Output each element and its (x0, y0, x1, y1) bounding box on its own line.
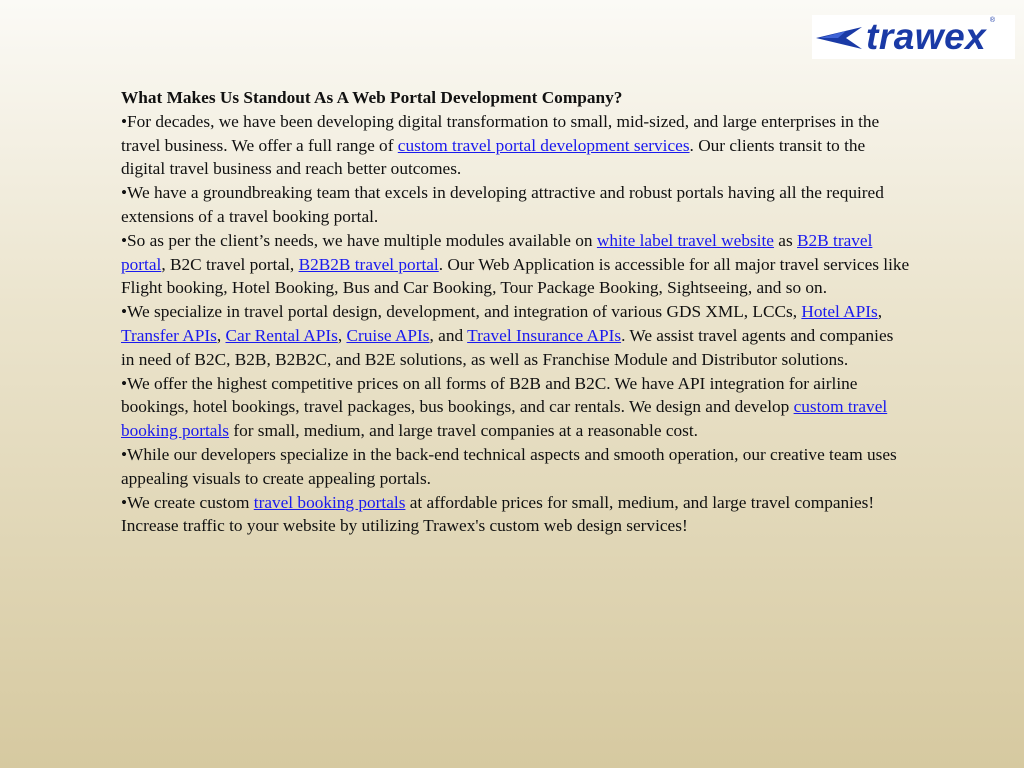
paragraph-team: •We have a groundbreaking team that excels in developing attractive and robust portals having all the required extensions of a travel booking portal. (121, 183, 884, 226)
logo-text: trawex (866, 15, 987, 57)
paragraph-modules: •So as per the client’s needs, we have multiple modules available on white label travel website as B2B travel portal, B2C travel portal, B2B2B travel portal. Our Web Application is accessible for all major travel services like Flight booking, Hotel Booking, Bus and Car Booking, Tour Package Booking, Sightseeing, and so on. (121, 230, 910, 298)
link-travel-booking-portals[interactable]: travel booking portals (253, 492, 406, 512)
link-car-rental-apis[interactable]: Car Rental APIs (225, 325, 338, 345)
article-body (121, 86, 911, 538)
link-custom-travel-booking-portals[interactable]: custom travel booking portals (121, 397, 888, 441)
link-transfer-apis[interactable]: Transfer APIs (121, 325, 217, 345)
link-white-label-travel-website[interactable]: white label travel website (596, 230, 774, 250)
link-travel-insurance-apis[interactable]: Travel Insurance APIs (467, 325, 622, 345)
paragraph-decades: •For decades, we have been developing digital transformation to small, mid-sized, and large enterprises in the travel business. We offer a full range of custom travel portal development services. Our clients transit to the digital travel business and reach better outcomes. (121, 111, 880, 179)
paragraph-developers: •While our developers specialize in the back-end technical aspects and smooth operation, our creative team uses appealing visuals to create appealing portals. (121, 444, 897, 488)
link-hotel-apis[interactable]: Hotel APIs (801, 302, 878, 322)
trawex-logo[interactable] (812, 15, 1015, 59)
link-custom-travel-portal-development-services[interactable]: custom travel portal development services (397, 135, 690, 155)
paragraph-prices: •We offer the highest competitive prices on all forms of B2B and B2C. We have API integration for airline bookings, hotel bookings, travel packages, bus bookings, and car rentals. We design and develop custom travel booking portals for small, medium, and large travel companies at a reasonable cost. (121, 373, 888, 441)
paragraph-specialize: •We specialize in travel portal design, development, and integration of various GDS XML, LCCs, Hotel APIs, Transfer APIs, Car Rental APIs, Cruise APIs, and Travel Insurance APIs. We assist travel agents and companies in need of B2C, B2B, B2B2C, and B2E solutions, as well as Franchise Module and Distributor solutions. (121, 302, 894, 369)
link-cruise-apis[interactable]: Cruise APIs (346, 325, 430, 345)
link-b2b2b-travel-portal[interactable]: B2B2B travel portal (298, 254, 439, 274)
page-title: What Makes Us Standout As A Web Portal Development Company? (121, 88, 623, 107)
plane-arrow-icon (816, 25, 862, 51)
registered-mark: ® (989, 17, 995, 24)
link-b2b-travel-portal[interactable]: B2B travel portal (121, 230, 873, 274)
paragraph-create-custom: •We create custom travel booking portals at affordable prices for small, medium, and large travel companies! Increase traffic to your website by utilizing Trawex's custom web design services! (121, 492, 875, 536)
